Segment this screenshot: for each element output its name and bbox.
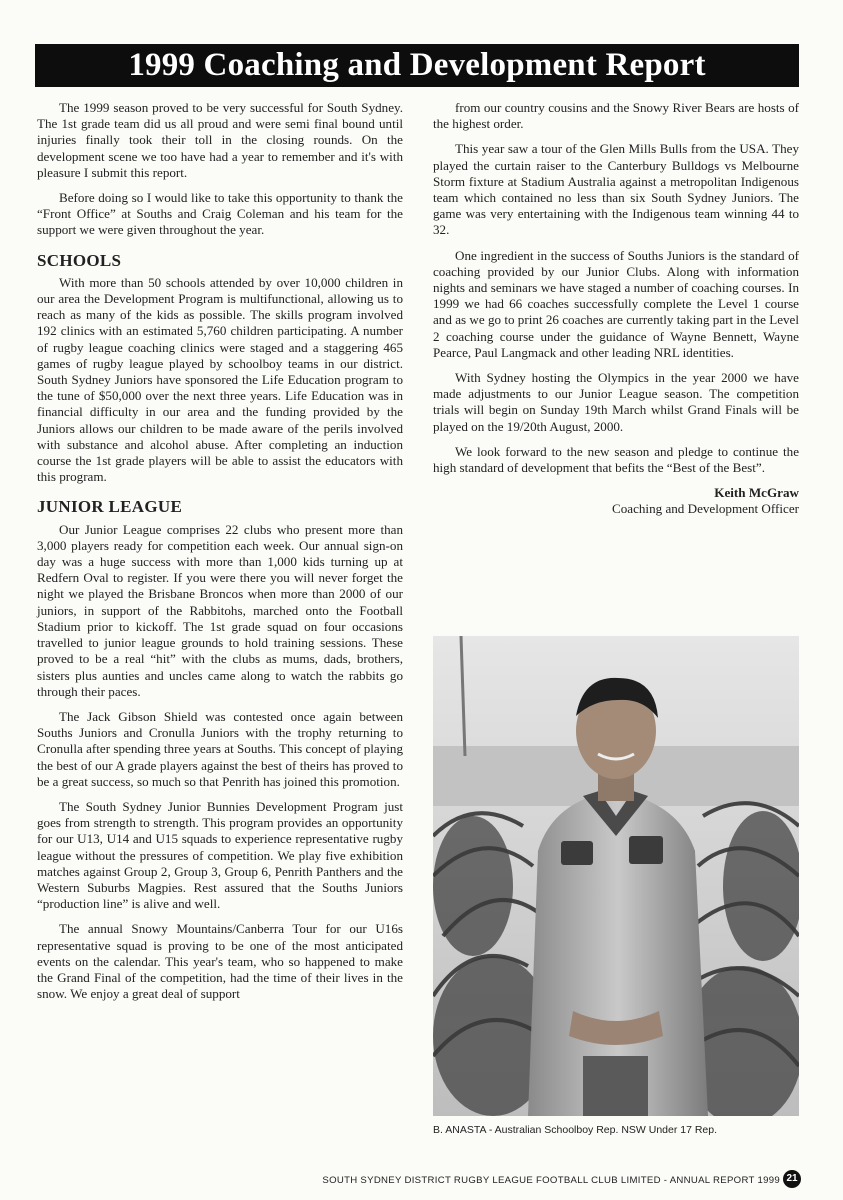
right-paragraph: from our country cousins and the Snowy River Bears are hosts of the highest order. (433, 100, 799, 132)
page-title: 1999 Coaching and Development Report (35, 44, 799, 87)
right-paragraph: One ingredient in the success of Souths Juniors is the standard of coaching provided by our Junior Clubs. Along with information nights and seminars we have staged a number of coaching courses. In 1999 we had 66 coaches successfully complete the Level 1 course and as we go to print 26 coaches are currently taking part in the Level 2 coaching course under the guidance of Wayne Bennett, Wayne Pearce, Paul Langmack and other leading NRL identities. (433, 247, 799, 360)
player-photo (433, 636, 799, 1116)
page-number: 21 (783, 1170, 801, 1188)
schools-heading: SCHOOLS (37, 250, 122, 270)
intro-paragraph: The 1999 season proved to be very successful for South Sydney. The 1st grade team did us all proud and were semi final bound until injuries finally took their toll in the closing rounds. On the development scene we too have had a year to remember and it's with pleasure I submit this report. (37, 100, 403, 180)
signature-block (433, 485, 799, 517)
left-column (37, 100, 403, 1011)
junior-league-heading: JUNIOR LEAGUE (37, 497, 183, 517)
right-paragraph: This year saw a tour of the Glen Mills Bulls from the USA. They played the curtain raiser to the Canterbury Bulldogs vs Melbourne Storm fixture at Stadium Australia against a metropolitan Indigenous team which contained no less than six South Sydney Juniors. The game was very entertaining with the Indigenous team winning 44 to 32. (433, 141, 799, 238)
junior-paragraph: Our Junior League comprises 22 clubs who present more than 3,000 players ready for competition each week. Our annual sign-on day was a huge success with more than 1,000 kids turning up at Redfern Oval to register. If you were there you will never forget the night we played the Brisbane Broncos when more than 2000 of our juniors, in support of the Rabbitohs, marched onto the Football Stadium prior to kickoff. The 1st grade squad on four occasions travelled to junior league grounds to hold training sessions. These proved to be a real “hit” with the clubs as mums, dads, brothers, sisters plus aunties and uncles came along to watch the rabbits go through their paces. (37, 521, 403, 699)
signature-title: Coaching and Development Officer (611, 501, 799, 517)
page-footer: SOUTH SYDNEY DISTRICT RUGBY LEAGUE FOOTBALL CLUB LIMITED - ANNUAL REPORT 1999 (322, 1175, 780, 1186)
junior-paragraph: The annual Snowy Mountains/Canberra Tour for our U16s representative squad is proving to be one of the most anticipated events on the calendar. This year's team, who so happened to make the Grand Final of the competition, had the time of their lives in the snow. We enjoy a great deal of support (37, 921, 403, 1002)
signature-name: Keith McGraw (714, 485, 799, 501)
intro-paragraph: Before doing so I would like to take this opportunity to thank the “Front Office” at Souths and Craig Coleman and his team for the support we were given throughout the year. (37, 190, 403, 238)
schools-paragraph: With more than 50 schools attended by over 10,000 children in our area the Development Program is multifunctional, allowing us to reach as many of the kids as possible. The skills program involved 192 clinics with an estimated 5,760 children participating. A number of rugby league coaching clinics were staged and a staggering 465 games of rugby league played by schoolboy teams in our district. South Sydney Juniors have sponsored the Life Education program to the tune of $50,000 over the next three years. Life Education was in financial difficulty in our area and the funding provided by the Juniors allows our children to be made aware of the perils involved with substance and alcohol abuse. After completing an induction course the 1st grade players will be able to assist the educators with this program. (37, 274, 403, 485)
junior-paragraph: The Jack Gibson Shield was contested once again between Souths Juniors and Cronulla Juniors with the trophy returning to Cronulla after spending three years at Souths. This concept of playing the best of our A grade players against the best of theirs has proved to be a great success, so much so that Penrith has joined this promotion. (37, 708, 403, 789)
right-paragraph: We look forward to the new season and pledge to continue the high standard of development that befits the “Best of the Best”. (433, 443, 799, 476)
right-column (433, 100, 799, 518)
photo-caption: B. ANASTA - Australian Schoolboy Rep. NSW Under 17 Rep. (433, 1124, 718, 1136)
junior-paragraph: The South Sydney Junior Bunnies Development Program just goes from strength to strength. This program provides an opportunity for our U13, U14 and U15 squads to experience representative rugby league without the pressures of competition. We play five exhibition matches against Group 2, Group 3, Group 6, Penrith Panthers and the Western Suburbs Magpies. Rest assured that the Souths Juniors “production line” is alive and well. (37, 798, 403, 912)
right-paragraph: With Sydney hosting the Olympics in the year 2000 we have made adjustments to our Junior League season. The competition trials will begin on Sunday 19th March whilst Grand Finals will be played on the 19/20th August, 2000. (433, 370, 799, 434)
